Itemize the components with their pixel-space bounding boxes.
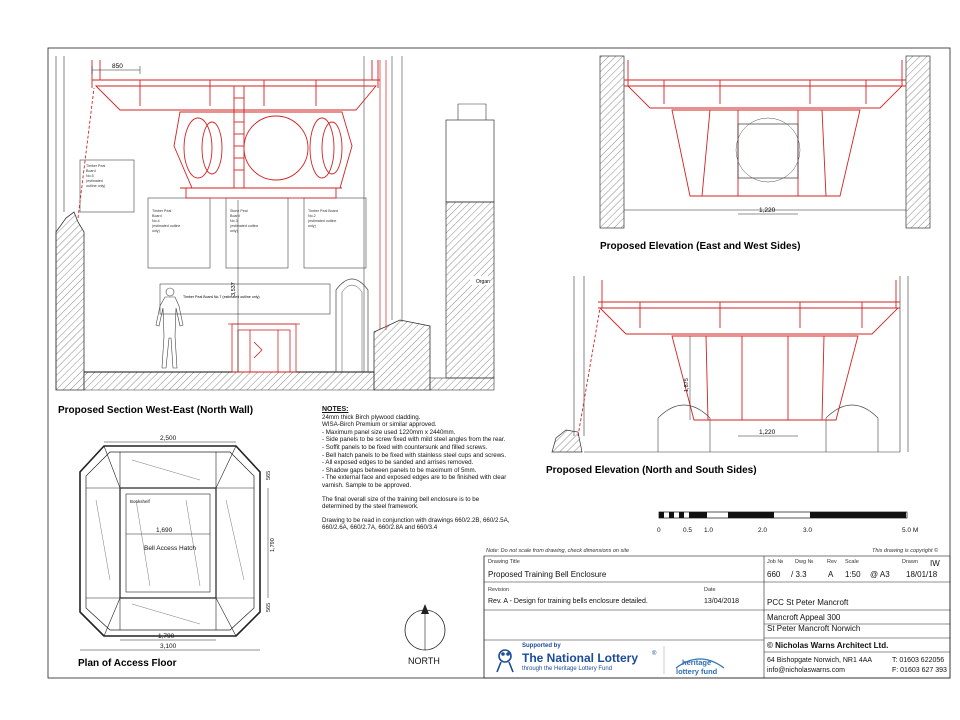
architect-firm: © Nicholas Warns Architect Ltd. xyxy=(767,641,889,650)
date-drawn: 18/01/18 xyxy=(906,570,938,579)
notes-heading: NOTES: xyxy=(322,406,349,413)
dim-1790-right: 1,790 xyxy=(270,538,276,552)
scale-tick: 0 xyxy=(657,527,661,534)
bell-access-hatch-label: Bell Access Hatch xyxy=(144,545,197,552)
drawn-by: IW xyxy=(930,559,940,568)
bookshelf-label: Bookshelf xyxy=(130,499,150,504)
svg-text:No.4: No.4 xyxy=(152,219,160,223)
note-line: varnish. Sample to be approved. xyxy=(322,481,412,489)
note-line: The final overall size of the training bell enclosure is to be xyxy=(322,495,480,503)
right-wall xyxy=(374,320,430,390)
dim-3100: 3,100 xyxy=(160,643,177,650)
elevation-north-south xyxy=(552,276,908,452)
firm-address: 64 Bishopgate Norwich, NR1 4AA xyxy=(767,657,873,664)
lottery-subtitle: through the Heritage Lottery Fund xyxy=(522,666,613,672)
north-label: NORTH xyxy=(408,656,440,666)
scale-label: Scale xyxy=(845,559,859,565)
dim-1875: 1,875 xyxy=(684,378,690,392)
dwg-label: Dwg № xyxy=(795,559,814,565)
training-frame xyxy=(228,324,300,372)
note-line: - Bell hatch panels to be fixed with stainless steel cups and screws. xyxy=(322,451,506,459)
elevation-east-west xyxy=(600,56,930,228)
svg-text:Board: Board xyxy=(86,169,96,173)
note-line: Drawing to be read in conjunction with drawings 660/2.2B, 660/2.5A, xyxy=(322,516,510,524)
svg-text:No.3: No.3 xyxy=(230,219,238,223)
svg-text:(estimated outline: (estimated outline xyxy=(230,224,259,228)
note-line: - Soffit panels to be fixed with countersunk and filled screws. xyxy=(322,443,488,451)
dim-565-bottom: 565 xyxy=(266,602,272,612)
firm-fax: F: 01603 627 393 xyxy=(892,667,947,674)
svg-text:(estimated: (estimated xyxy=(86,179,103,183)
hlf-line-1: heritage xyxy=(682,658,712,667)
plan-outline xyxy=(80,446,260,636)
svg-text:only): only) xyxy=(230,229,238,233)
plan-access-floor xyxy=(80,435,276,650)
section-west-east xyxy=(56,56,494,390)
north-arrow-icon xyxy=(405,604,445,666)
note-line: determined by the steel framework. xyxy=(322,503,419,511)
drawing-title: Proposed Training Bell Enclosure xyxy=(488,570,607,579)
project-line-2: St Peter Mancroft Norwich xyxy=(767,624,861,633)
drawn-label: Drawn xyxy=(902,559,918,565)
svg-text:outline only): outline only) xyxy=(86,184,106,188)
paper-size: @ A3 xyxy=(870,570,890,579)
drawing-title-label: Drawing Title xyxy=(488,559,520,565)
scale-value: 1:50 xyxy=(845,570,861,579)
scale-tick: 1.0 xyxy=(704,527,714,534)
elevation-ew-title: Proposed Elevation (East and West Sides) xyxy=(600,241,801,252)
lottery-logo-icon xyxy=(497,650,513,672)
note-line: - Shadow gaps between panels to be maximum of 5mm. xyxy=(322,466,477,474)
firm-email: info@nicholaswarns.com xyxy=(767,667,845,674)
dim-1220-ns: 1,220 xyxy=(759,429,776,436)
left-wall xyxy=(56,212,84,390)
national-lottery: The National Lottery xyxy=(522,651,639,665)
rev-value: A xyxy=(828,570,834,579)
revision-text: Rev. A - Design for training bells enclosure detailed. xyxy=(488,598,648,605)
svg-text:Board: Board xyxy=(152,214,162,218)
revision-date: 13/04/2018 xyxy=(704,598,740,605)
scale-tick: 5.0 M xyxy=(902,527,919,534)
job-number: 660 xyxy=(767,570,781,579)
svg-text:only): only) xyxy=(308,224,316,228)
project-line-1: Mancroft Appeal 300 xyxy=(767,613,841,622)
svg-text:Stone Peal: Stone Peal xyxy=(230,209,248,213)
dim-850: 850 xyxy=(112,63,123,70)
note-line: 24mm thick Birch plywood cladding. xyxy=(322,413,421,421)
section-title: Proposed Section West-East (North Wall) xyxy=(58,405,254,416)
scale-tick: 2.0 xyxy=(758,527,768,534)
sheet-border xyxy=(48,48,950,678)
notes-block xyxy=(322,406,544,532)
svg-text:Timber Peal Board: Timber Peal Board xyxy=(308,209,338,213)
elevation-ns-title: Proposed Elevation (North and South Sides) xyxy=(546,465,757,476)
note-line: - Maximum panel size used 1220mm x 2440mm. xyxy=(322,428,456,436)
dwg-number: / 3.3 xyxy=(791,570,807,579)
scale-tick: 0.5 xyxy=(683,527,693,534)
rev-label: Rev xyxy=(827,559,837,565)
scale-bar xyxy=(657,512,918,534)
note-line: WISA-Birch Premium or similar approved. xyxy=(322,421,437,429)
hlf-line-2: lottery fund xyxy=(676,667,718,676)
organ-label: Organ xyxy=(476,279,490,285)
arched-window xyxy=(336,279,368,372)
peal-board xyxy=(160,284,330,314)
dim-1220-ew: 1,220 xyxy=(759,207,776,214)
note-line: - All exposed edges to be sanded and arrises removed. xyxy=(322,459,474,467)
dim-2500: 2,500 xyxy=(160,435,177,442)
plan-title: Plan of Access Floor xyxy=(78,658,177,669)
client-name: PCC St Peter Mancroft xyxy=(767,598,849,607)
date-label: Date xyxy=(704,587,716,593)
dim-565-top: 565 xyxy=(266,470,272,480)
svg-text:Timber Peal: Timber Peal xyxy=(152,209,172,213)
copyright-note: This drawing is copyright © xyxy=(872,548,939,554)
note-line: 660/2.6A, 660/2.7A, 660/2.8A and 660/3.4 xyxy=(322,524,438,532)
svg-text:(estimated outline: (estimated outline xyxy=(308,219,337,223)
scale-warning: Note: Do not scale from drawing, check dimensions on site xyxy=(486,548,630,554)
dim-height: 3,537 xyxy=(231,282,237,296)
svg-text:No.5: No.5 xyxy=(86,174,94,178)
job-label: Job № xyxy=(767,559,784,565)
svg-text:(estimated outline: (estimated outline xyxy=(152,224,181,228)
note-line: - Side panels to be screw fixed with mild steel angles from the rear. xyxy=(322,436,506,444)
revision-label: Revision xyxy=(488,587,510,593)
firm-telephone: T: 01603 622056 xyxy=(892,657,945,664)
svg-text:only): only) xyxy=(152,229,160,233)
svg-text:No.2: No.2 xyxy=(308,214,316,218)
svg-text:Timber Peal: Timber Peal xyxy=(86,164,106,168)
dim-1690: 1,690 xyxy=(156,527,173,534)
svg-text:Board: Board xyxy=(230,214,240,218)
lottery-registered-mark: ® xyxy=(652,651,657,657)
organ xyxy=(446,202,494,378)
supported-by: Supported by xyxy=(522,643,561,649)
scale-tick: 3.0 xyxy=(803,527,813,534)
note-line: - The external face and exposed edges are to be finished with clear xyxy=(322,474,507,482)
peal-board-long-label: Timber Peal Board No.7 (estimated outline only) xyxy=(183,295,260,299)
dim-1790-bottom: 1,790 xyxy=(158,633,175,640)
